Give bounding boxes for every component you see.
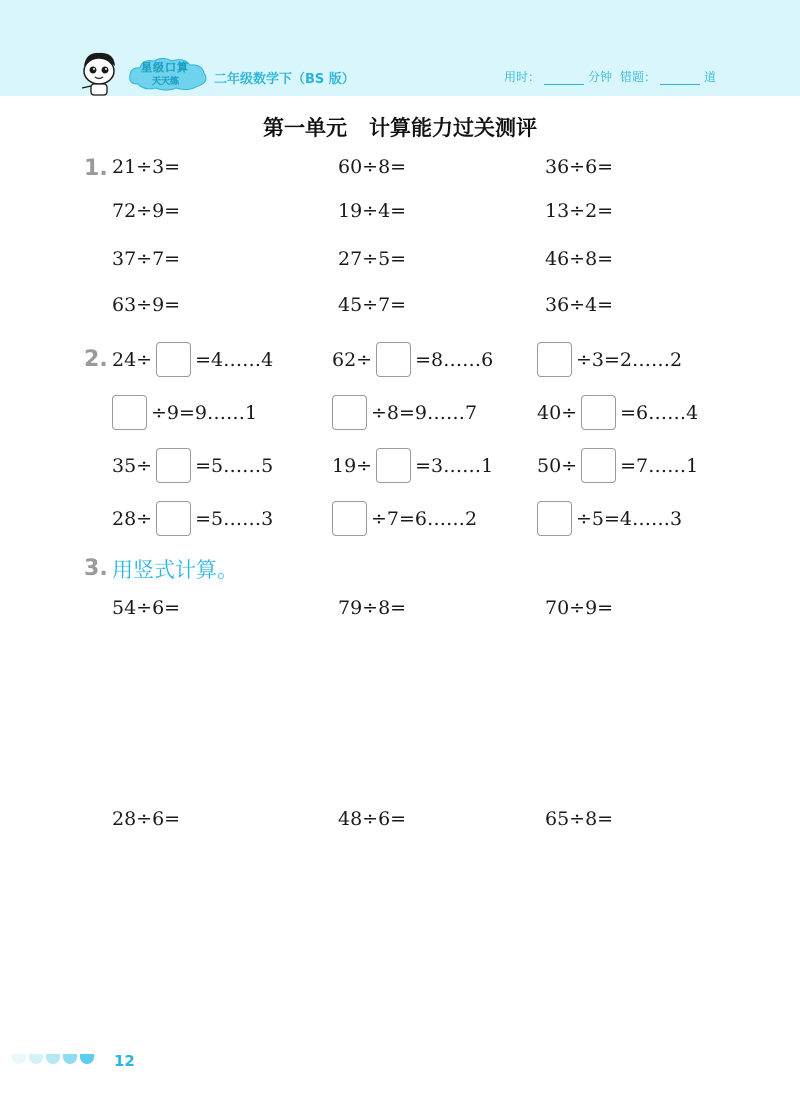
q1-expression: 13÷2= (545, 200, 614, 222)
answer-box[interactable] (156, 342, 191, 377)
q1-expression: 36÷4= (545, 294, 614, 316)
q1-expression: 36÷6= (545, 156, 614, 178)
q1-expression: 63÷9= (112, 294, 181, 316)
answer-box[interactable] (156, 448, 191, 483)
q2-equation (328, 395, 477, 430)
q2-prefix: 40÷ (537, 401, 578, 424)
question-1-digit: 1 (84, 156, 100, 181)
answer-box[interactable] (581, 395, 616, 430)
q1-expression: 72÷9= (112, 200, 181, 222)
question-3-instruction: 用竖式计算。 (112, 558, 238, 582)
q2-suffix: =8……6 (415, 348, 494, 371)
timing-record (504, 68, 716, 85)
q3-expression: 65÷8= (545, 808, 614, 830)
q2-equation (332, 342, 493, 377)
q2-suffix: =3……1 (415, 454, 494, 477)
page-title: 第一单元 计算能力过关测评 (263, 116, 537, 140)
errors-unit: 道 (704, 70, 717, 84)
question-1-dot: . (99, 156, 108, 181)
q2-suffix: =5……5 (195, 454, 274, 477)
answer-box[interactable] (112, 395, 147, 430)
answer-box[interactable] (332, 501, 367, 536)
answer-box[interactable] (156, 501, 191, 536)
time-unit: 分钟 (588, 70, 613, 84)
q1-expression: 21÷3= (112, 156, 181, 178)
q2-suffix: ÷8=9……7 (371, 401, 478, 424)
answer-box[interactable] (581, 448, 616, 483)
errors-label: 错题： (620, 70, 657, 84)
q2-prefix: 50÷ (537, 454, 578, 477)
question-2-dot: . (99, 347, 108, 372)
q2-equation (533, 501, 682, 536)
question-3-number (84, 556, 108, 581)
q3-expression: 28÷6= (112, 808, 181, 830)
q1-expression: 60÷8= (338, 156, 407, 178)
time-blank (544, 73, 584, 85)
q2-equation (112, 342, 273, 377)
q2-prefix: 24÷ (112, 348, 153, 371)
question-1-number (84, 156, 108, 181)
q3-expression: 79÷8= (338, 597, 407, 619)
time-label: 用时： (504, 70, 541, 84)
q2-equation (112, 448, 273, 483)
footer-dot (29, 1054, 43, 1064)
q2-prefix: 62÷ (332, 348, 373, 371)
q3-expression: 70÷9= (545, 597, 614, 619)
q2-suffix: =7……1 (620, 454, 699, 477)
question-3-digit: 3 (84, 556, 100, 581)
header-wave-edge (0, 84, 800, 102)
q2-suffix: =4……4 (195, 348, 274, 371)
q2-prefix: 28÷ (112, 507, 153, 530)
errors-blank (660, 73, 700, 85)
answer-box[interactable] (537, 501, 572, 536)
q1-expression: 37÷7= (112, 248, 181, 270)
q2-equation (537, 448, 698, 483)
question-3-dot: . (99, 556, 108, 581)
answer-box[interactable] (376, 448, 411, 483)
book-subject: 二年级数学下（BS 版） (214, 72, 355, 87)
q2-equation (112, 501, 273, 536)
q2-prefix: 19÷ (332, 454, 373, 477)
q2-suffix: ÷7=6……2 (371, 507, 478, 530)
q3-expression: 54÷6= (112, 597, 181, 619)
answer-box[interactable] (376, 342, 411, 377)
q2-suffix: ÷5=4……3 (576, 507, 683, 530)
question-2-number (84, 347, 108, 372)
q3-expression: 48÷6= (338, 808, 407, 830)
q2-suffix: ÷3=2……2 (576, 348, 683, 371)
q1-expression: 46÷8= (545, 248, 614, 270)
answer-box[interactable] (332, 395, 367, 430)
answer-box[interactable] (537, 342, 572, 377)
q1-expression: 27÷5= (338, 248, 407, 270)
footer-dot (46, 1054, 60, 1064)
q1-expression: 19÷4= (338, 200, 407, 222)
q2-prefix: 35÷ (112, 454, 153, 477)
q2-equation (328, 501, 477, 536)
brand-logo-top-text: 星级口算 (141, 61, 189, 74)
footer-dot (12, 1054, 26, 1064)
mascot-icon (78, 50, 120, 96)
q2-suffix: ÷9=9……1 (151, 401, 258, 424)
brand-logo-bottom-text: 天天练 (152, 77, 180, 87)
footer-decoration (12, 1054, 94, 1064)
q2-suffix: =6……4 (620, 401, 699, 424)
footer-dot (80, 1054, 94, 1064)
q2-suffix: =5……3 (195, 507, 274, 530)
q2-equation (332, 448, 493, 483)
footer-dot (63, 1054, 77, 1064)
question-2-digit: 2 (84, 347, 100, 372)
q2-equation (108, 395, 257, 430)
page-number: 12 (114, 1052, 135, 1070)
q1-expression: 45÷7= (338, 294, 407, 316)
q2-equation (533, 342, 682, 377)
q2-equation (537, 395, 698, 430)
